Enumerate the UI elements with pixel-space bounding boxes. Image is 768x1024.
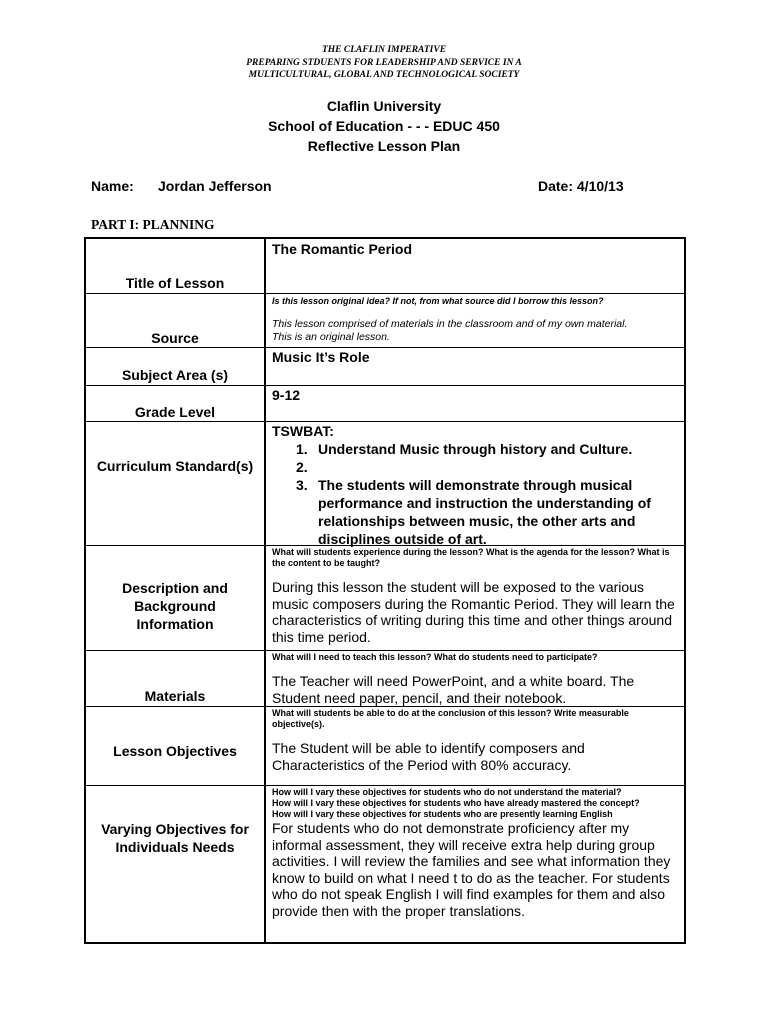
- source-answer-1: This lesson comprised of materials in the classroom and of my own material.: [272, 318, 628, 330]
- table-row-subject: [86, 348, 684, 386]
- document-heading: [0, 96, 768, 156]
- list-text: The students will demonstrate through musical performance and instruction the understanding of relationships between music, the other arts and disciplines outside of art.: [318, 477, 651, 547]
- standard-list: [272, 440, 680, 548]
- materials-label: Materials: [144, 688, 206, 704]
- table-row-source: [86, 294, 684, 348]
- description-question: What will students experience during the lesson? What is the agenda for the lesson? What is the content to be taught?: [272, 547, 670, 568]
- table-row-objectives: [86, 707, 684, 786]
- title-value: The Romantic Period: [272, 241, 413, 257]
- document-title: Reflective Lesson Plan: [307, 138, 461, 154]
- varying-answer: For students who do not demonstrate proficiency after my informal assessment, they will receive extra help during group activities. I will review the families and see what information they know to build on what I need t to do as the teacher. For students who do not speak English I will find examples for them and also provide then with the proper translations.: [272, 820, 671, 919]
- lesson-plan-table: [84, 237, 686, 944]
- description-label-line-2: Background: [134, 598, 216, 614]
- row-label-cell: [86, 386, 266, 421]
- list-item: [272, 440, 680, 458]
- name-date-row: [91, 176, 691, 196]
- varying-label-line-1: Varying Objectives for: [101, 821, 249, 837]
- subject-label: Subject Area (s): [121, 367, 229, 383]
- source-label: Source: [151, 330, 199, 346]
- row-label-cell: [86, 348, 266, 385]
- varying-question-3: How will I vary these objectives for students who are presently learning English: [272, 809, 613, 819]
- materials-question: What will I need to teach this lesson? What do students need to participate?: [272, 652, 598, 662]
- motto-line-1: THE CLAFLIN IMPERATIVE: [321, 45, 447, 55]
- row-value-cell: [268, 546, 684, 650]
- table-row-varying: [86, 786, 684, 942]
- list-number: 2.: [296, 459, 308, 475]
- row-label-cell: [86, 651, 266, 706]
- row-label-cell: [86, 786, 266, 942]
- table-row-materials: [86, 651, 684, 707]
- row-label-cell: [86, 546, 266, 650]
- table-row-description: [86, 546, 684, 651]
- university-name: Claflin University: [326, 98, 442, 114]
- subject-value: Music It’s Role: [272, 349, 370, 365]
- part-heading: PART I: PLANNING: [91, 217, 215, 232]
- school-course: School of Education - - - EDUC 450: [268, 118, 500, 134]
- standard-intro: TSWBAT:: [272, 423, 334, 439]
- row-value-cell: [268, 422, 684, 545]
- list-item: [272, 458, 680, 476]
- motto-line-2: PREPARING STDUENTS FOR LEADERSHIP AND SERVICE IN A: [246, 57, 522, 68]
- row-label-cell: [86, 707, 266, 785]
- varying-question-1: How will I vary these objectives for students who do not understand the material?: [272, 787, 622, 797]
- title-label: Title of Lesson: [125, 275, 225, 291]
- list-text: Understand Music through history and Culture.: [318, 441, 633, 457]
- description-label-line-3: Information: [136, 616, 214, 632]
- objectives-answer: The Student will be able to identify composers and Characteristics of the Period with 80% accuracy.: [272, 740, 585, 773]
- description-label-line-1: Description and: [122, 580, 228, 596]
- list-number: 3.: [296, 477, 308, 493]
- list-item: [272, 476, 680, 548]
- standard-label: Curriculum Standard(s): [96, 458, 254, 474]
- source-answer-2: This is an original lesson.: [272, 331, 390, 343]
- source-question: Is this lesson original idea? If not, from what source did I borrow this lesson?: [272, 296, 604, 306]
- objectives-question: What will students be able to do at the conclusion of this lesson? Write measurable objective(s).: [272, 708, 629, 729]
- table-row-title: [86, 239, 684, 294]
- name-label: Name:: [91, 178, 134, 194]
- table-row-grade: [86, 386, 684, 422]
- list-number: 1.: [296, 441, 308, 457]
- row-value-cell: [268, 348, 684, 385]
- row-value-cell: [268, 707, 684, 785]
- grade-value: 9-12: [272, 387, 301, 403]
- motto: [0, 44, 768, 82]
- row-label-cell: [86, 422, 266, 545]
- description-answer: During this lesson the student will be exposed to the various music composers during the Romantic Period. They will learn the characteristics of writing during this time and other things around this time period.: [272, 579, 675, 645]
- objectives-label: Lesson Objectives: [113, 743, 237, 759]
- grade-label: Grade Level: [134, 404, 216, 420]
- table-row-standard: [86, 422, 684, 546]
- row-value-cell: [268, 786, 684, 942]
- row-value-cell: [268, 239, 684, 293]
- date-text: Date: 4/10/13: [538, 178, 624, 194]
- materials-answer: The Teacher will need PowerPoint, and a white board. The Student need paper, pencil, and their notebook.: [272, 673, 635, 706]
- name-value: Jordan Jefferson: [158, 178, 272, 194]
- row-label-cell: [86, 239, 266, 293]
- row-label-cell: [86, 294, 266, 347]
- varying-question-2: How will I vary these objectives for students who have already mastered the concept?: [272, 798, 640, 808]
- row-value-cell: [268, 386, 684, 421]
- varying-label-line-2: Individuals Needs: [115, 839, 235, 855]
- motto-line-3: MULTICULTURAL, GLOBAL AND TECHNOLOGICAL SOCIETY: [248, 70, 520, 80]
- row-value-cell: [268, 651, 684, 706]
- row-value-cell: [268, 294, 684, 347]
